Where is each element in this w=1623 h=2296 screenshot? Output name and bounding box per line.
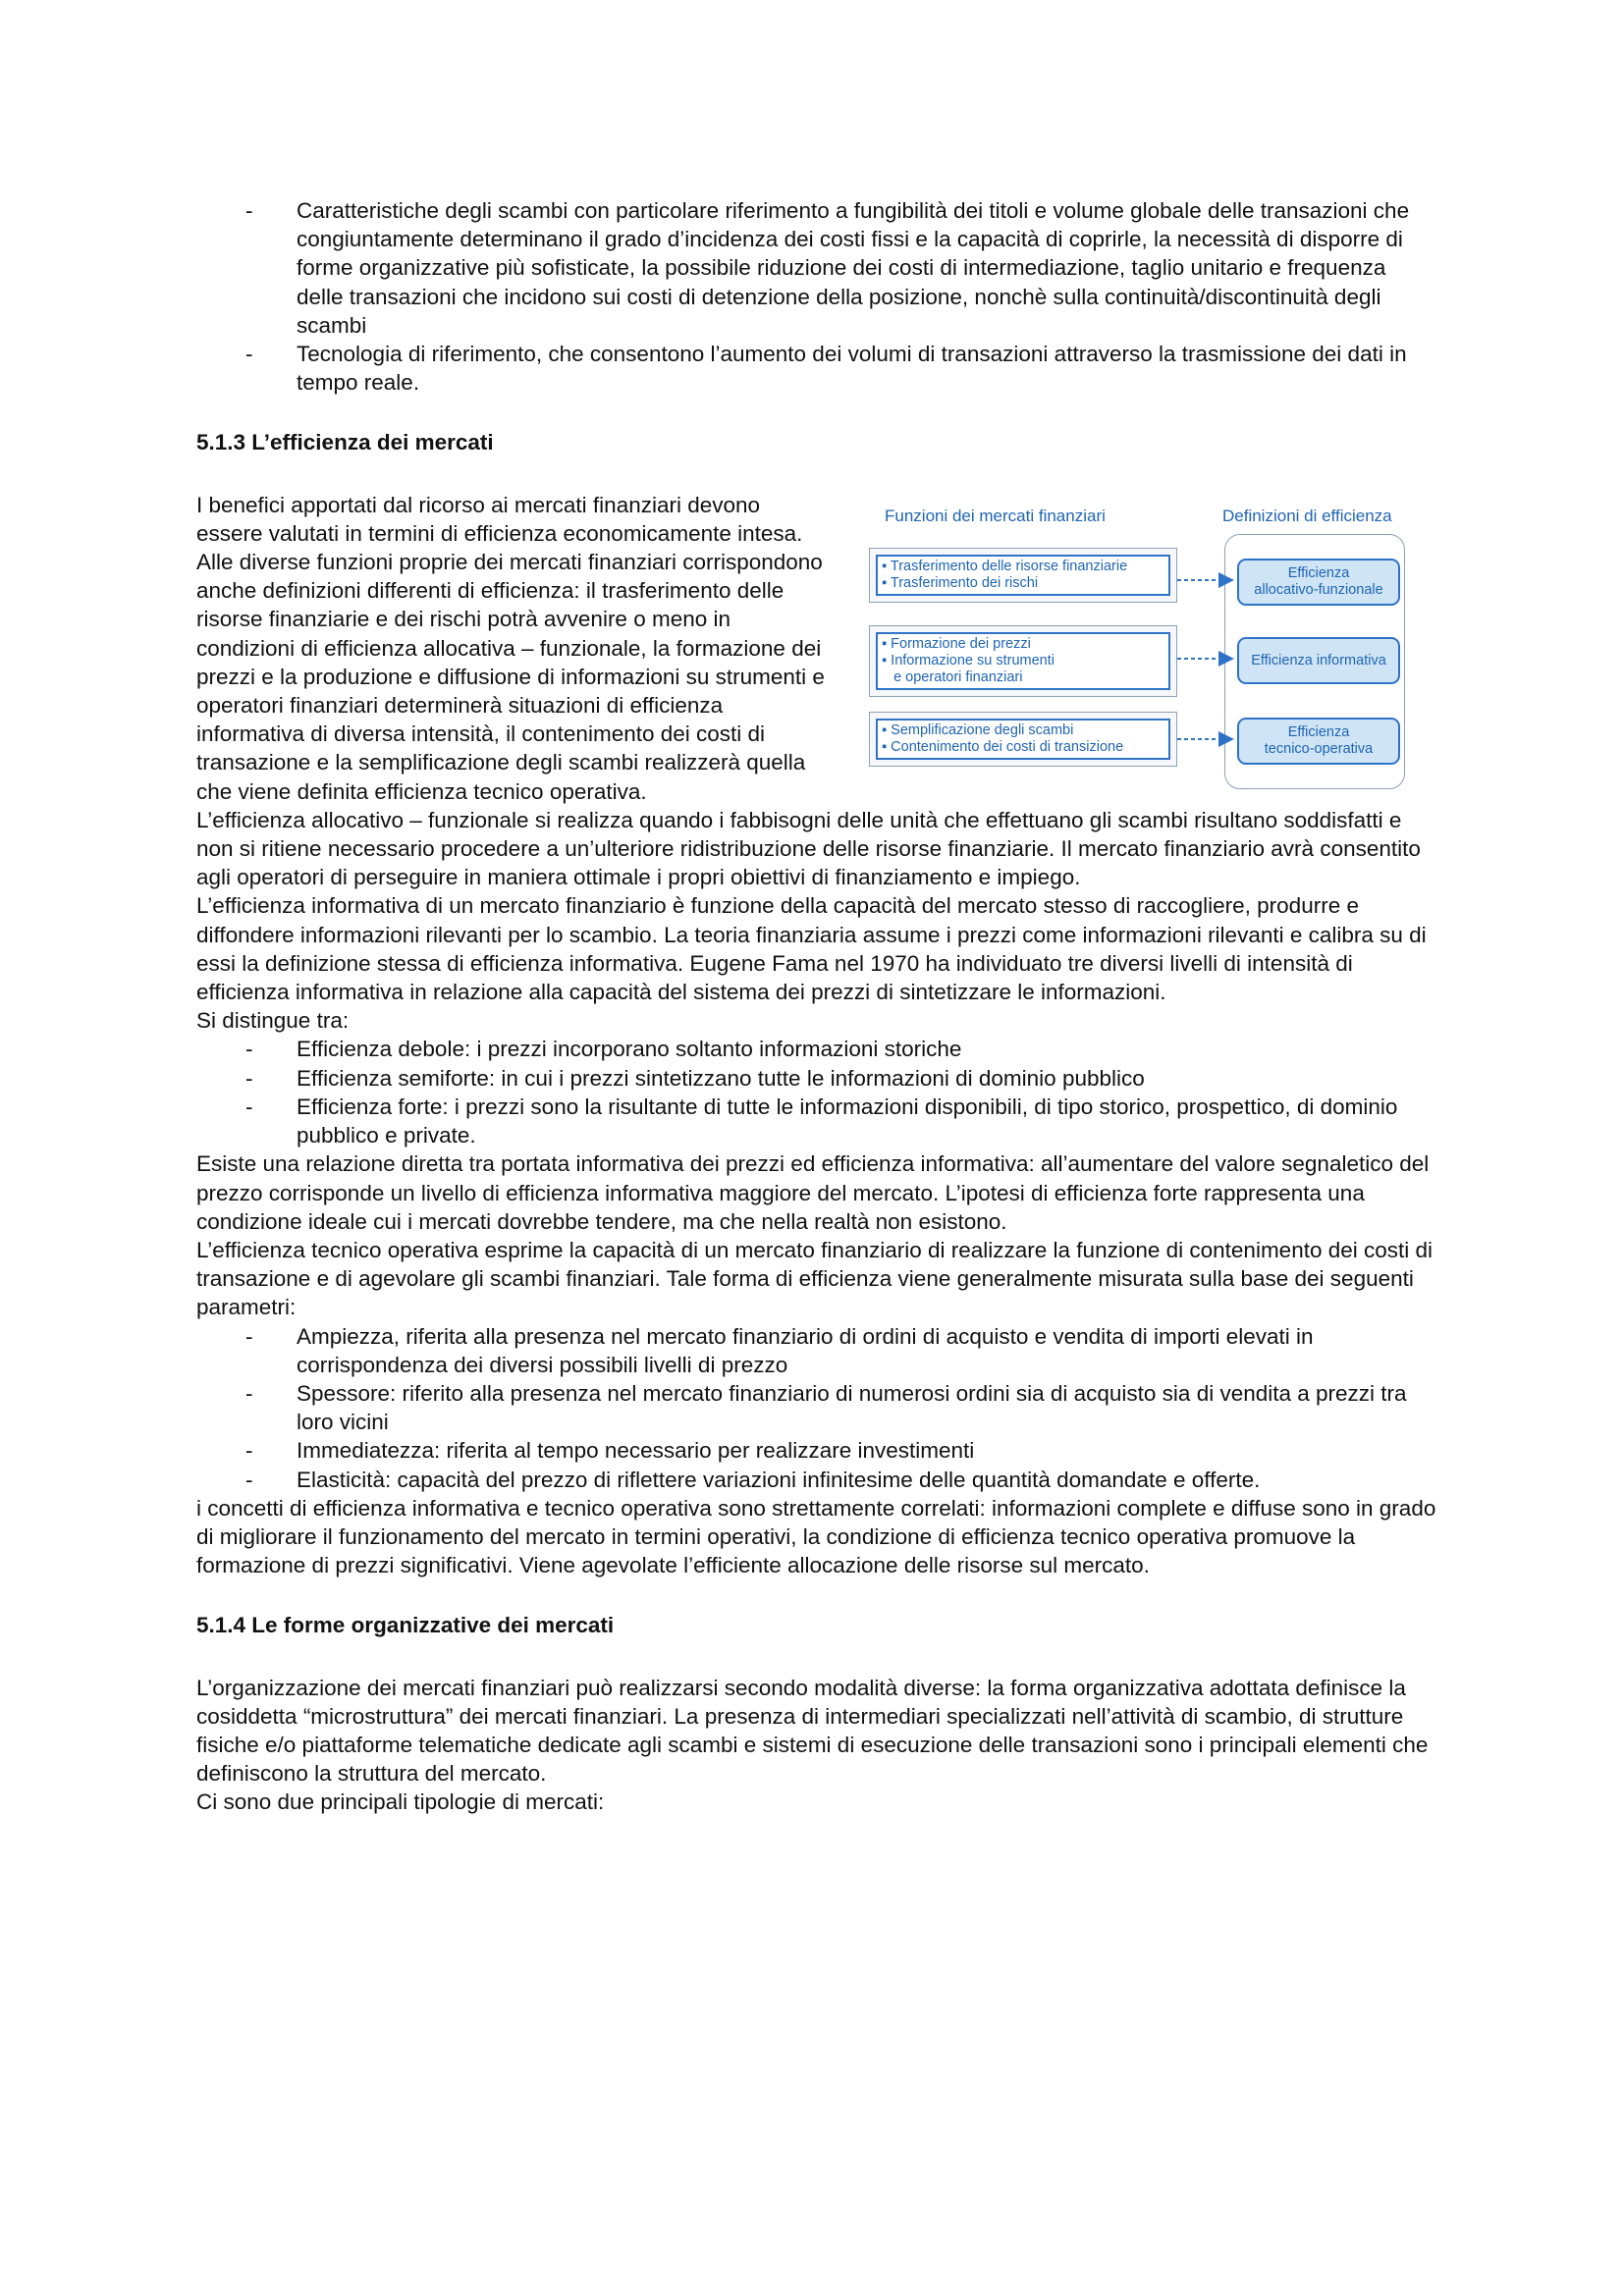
function-item: ▪ Trasferimento delle risorse finanziarie [882, 559, 1128, 574]
bullet-text: Immediatezza: riferita al tempo necessario per realizzare investimenti [297, 1438, 975, 1464]
paragraph-closing: Ci sono due principali tipologie di mercati: [196, 1789, 605, 1815]
bullet-dash: - [245, 1438, 253, 1464]
efficiency-label: allocativo-funzionale [1254, 582, 1383, 598]
paragraph-technical: L’efficienza tecnico operativa esprime la capacità di un mercato finanziario di realizzare la funzione di contenimento dei costi di transazione e di agevolare gli scambi finanziari. Tale forma di efficienza viene generalmente misurata sulla base dei seguenti parametri: [196, 1237, 1434, 1320]
intro-paragraph: I benefici apportati dal ricorso ai mercati finanziari devono essere valutati in termini di efficienza economicamente intesa. Alle diverse funzioni proprie dei mercati finanziari corrispondono anche definizioni differenti di efficienza: il trasferimento delle risorse finanziarie e dei rischi potrà avvenire o meno in condizioni di efficienza allocativa – funzionale, la formazione dei prezzi e la produzione e diffusione di informazioni su strumenti e operatori finanziari determinerà situazioni di efficienza informativa di diversa intensità, il contenimento dei costi di transazione e la semplificazione degli scambi realizzerà quella che viene definita efficienza tecnico operativa. [196, 492, 825, 804]
bullet-dash: - [245, 1467, 253, 1492]
bullet-dash: - [245, 1323, 253, 1349]
function-item: ▪ Trasferimento dei rischi [882, 575, 1039, 591]
section-heading-5-1-4: 5.1.4 Le forme organizzative dei mercati [196, 1613, 615, 1638]
bullet-text: Efficienza forte: i prezzi sono la risultante di tutte le informazioni disponibili, di tipo storico, prospettico, di dominio pubblico e private. [297, 1094, 1398, 1148]
efficiency-label: Efficienza [1287, 724, 1350, 740]
paragraph-concepts: i concetti di efficienza informativa e tecnico operativa sono strettamente correlati: informazioni complete e diffuse sono in grado di migliorare il funzionamento del mercato in termini operativi, la condizione di efficienza tecnico operativa promuove la formazione di prezzi significativi. Viene agevolate l’efficiente allocazione delle risorse sul mercato. [196, 1495, 1436, 1578]
bullet-item [196, 1064, 1438, 1093]
paragraph-organization: L’organizzazione dei mercati finanziari può realizzarsi secondo modalità diverse: la forma organizzativa adottata definisce la cosiddetta “microstruttura” dei mercati finanziari. La presenza di intermediari specializzati nell’attività di scambio, di strutture fisiche e/o piattaforme telematiche dedicate agli scambi e sistemi di esecuzione delle transazioni sono i principali elementi che definiscono la struttura del mercato. [196, 1675, 1429, 1787]
bullet-text: Ampiezza, riferita alla presenza nel mercato finanziario di ordini di acquisto e vendita di importi elevati in corrispondenza dei diversi possibili livelli di prezzo [297, 1323, 1314, 1377]
document-page [196, 196, 1438, 1817]
bullet-dash: - [245, 198, 253, 223]
bullet-item [196, 1093, 1438, 1149]
paragraph-relation: Esiste una relazione diretta tra portata informativa dei prezzi ed efficienza informativa: all’aumentare del valore segnaletico del prezzo corrisponde un livello di efficienza informativa maggiore del mercato. L’ipotesi di efficienza forte rappresenta una condizione ideale cui i mercati dovrebbe tendere, ma che nella realtà non esistono. [196, 1151, 1430, 1234]
bullet-item [196, 1322, 1438, 1379]
bullet-text: Caratteristiche degli scambi con particolare riferimento a fungibilità dei titoli e volume globale delle transazioni che congiuntamente determinano il grado d’incidenza dei costi fissi e la capacità di coprirle, la necessità di disporre di forme organizzative più sofisticate, la possibile riduzione dei costi di intermediazione, taglio unitario e frequenza delle transazioni che incidono sui costi di detenzione della posizione, nonchè sulla continuità/discontinuità degli scambi [297, 198, 1410, 338]
function-item: ▪ Formazione dei prezzi [882, 636, 1031, 652]
paragraph-distinguish: Si distingue tra: [196, 1008, 350, 1034]
bullet-item [196, 196, 1438, 340]
bullet-dash: - [245, 1094, 253, 1119]
function-item: ▪ Semplificazione degli scambi [882, 722, 1074, 738]
bullet-dash: - [245, 342, 253, 367]
bullet-text: Tecnologia di riferimento, che consentono l’aumento dei volumi di transazioni attraverso la trasmissione dei dati in tempo reale. [297, 342, 1407, 396]
bullet-dash: - [245, 1380, 253, 1406]
bullet-text: Spessore: riferito alla presenza nel mercato finanziario di numerosi ordini sia di acquisto sia di vendita a prezzi tra loro vicini [297, 1380, 1407, 1435]
diagram-right-title: Definizioni di efficienza [1222, 507, 1392, 525]
efficiency-label: Efficienza [1287, 565, 1350, 581]
efficiency-label: tecnico-operativa [1264, 741, 1374, 757]
function-item: ▪ Informazione su strumenti [882, 653, 1055, 668]
bullet-item [196, 1436, 1438, 1465]
bullet-text: Elasticità: capacità del prezzo di riflettere variazioni infinitesime delle quantità domandate e offerte. [297, 1467, 1261, 1492]
bullet-dash: - [245, 1037, 253, 1062]
diagram-left-title: Funzioni dei mercati finanziari [885, 507, 1106, 525]
bullet-text: Efficienza semiforte: in cui i prezzi sintetizzano tutte le informazioni di dominio pubblico [297, 1065, 1145, 1091]
bullet-item [196, 1035, 1438, 1063]
diagram-arrows [869, 501, 1404, 790]
paragraph-allocative: L’efficienza allocativo – funzionale si realizza quando i fabbisogni delle unità che effettuano gli scambi risultano soddisfatti e non si ritiene necessario procedere a un’ulteriore ridistribuzione delle risorse finanziarie. Il mercato finanziario avrà consentito agli operatori di perseguire in maniera ottimale i propri obiettivi di finanziamento e impiego. [196, 807, 1421, 890]
bullet-dash: - [245, 1065, 253, 1091]
efficiency-diagram [869, 501, 1404, 790]
bullet-item [196, 1466, 1438, 1494]
paragraph-informative: L’efficienza informativa di un mercato finanziario è funzione della capacità del mercato stesso di raccogliere, produrre e diffondere informazioni rilevanti per lo scambio. La teoria finanziaria assume i prezzi come informazioni rilevanti e calibra su di essi la definizione stessa di efficienza informativa. Eugene Fama nel 1970 ha individuato tre diversi livelli di intensità di efficienza informativa in relazione alla capacità del sistema dei prezzi di sintetizzare le informazioni. [196, 893, 1427, 1005]
section-heading-5-1-3: 5.1.3 L’efficienza dei mercati [196, 430, 494, 455]
function-item: e operatori finanziari [882, 669, 1023, 685]
bullet-text: Efficienza debole: i prezzi incorporano soltanto informazioni storiche [297, 1037, 962, 1062]
function-item: ▪ Contenimento dei costi di transizione [882, 739, 1124, 755]
bullet-item [196, 1379, 1438, 1436]
efficiency-label: Efficienza informativa [1251, 652, 1386, 668]
bullet-item [196, 340, 1438, 397]
